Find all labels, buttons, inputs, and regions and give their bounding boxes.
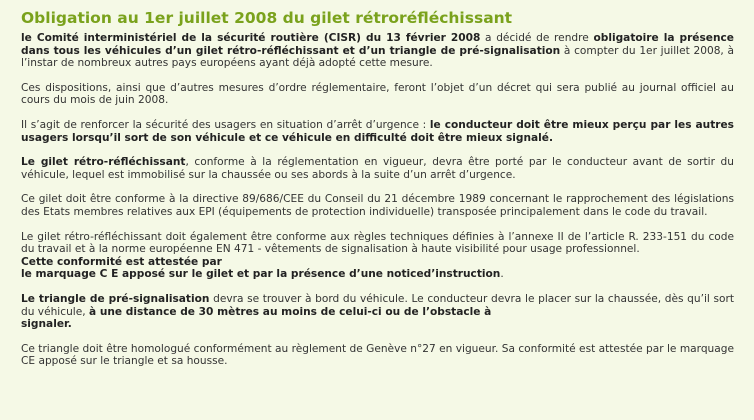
paragraph-line [21, 231, 734, 256]
bold-text: le marquage C E apposé sur le gilet et par la présence d’une noticed’instruction [21, 268, 501, 281]
article-paragraph [21, 343, 734, 368]
paragraph-line [21, 318, 734, 331]
body-text: . [500, 268, 504, 281]
paragraph-line [21, 193, 734, 218]
article-paragraph [21, 156, 734, 181]
bold-text: Cette conformité est attestée par [21, 255, 222, 268]
body-text: , conforme à la réglementation en vigueur, devra être porté par le conducteur avant de sortir du véhicule, lequel est immobilisé sur la chaussée ou ses abords à la suite d’un arrêt d’urgence. [21, 156, 734, 181]
body-text: devra se trouver à bord du véhicule. Le conducteur devra le placer sur la chaussée, dès qu’il sort du véhicule, [21, 292, 734, 318]
page-title: Obligation au 1er juillet 2008 du gilet rétroréfléchissant [21, 9, 513, 27]
body-text: Il s’agit de renforcer la sécurité des usagers en situation d’arrêt d’urgence : [21, 118, 430, 131]
body-text: Ce gilet doit être conforme à la directive 89/686/CEE du Conseil du 21 décembre 1989 concernant le rapprochement des législations des Etats membres relatives aux EPI (équipements de protection individuelle) transposée principalement dans le code du travail. [21, 193, 734, 218]
article-paragraph [21, 119, 734, 144]
paragraph-line [21, 343, 734, 368]
bold-text: signaler. [21, 318, 72, 331]
paragraph-line [21, 156, 734, 181]
article-paragraph [21, 231, 734, 281]
paragraph-line [21, 82, 734, 107]
bold-text: le Comité interministériel de la sécurité routière (CISR) du 13 février 2008 [21, 32, 481, 44]
body-text: à compter du 1er juillet 2008, à l’instar de nombreux autres pays européens ayant déjà adopté cette mesure. [21, 44, 734, 70]
bold-text: Le triangle de pré-signalisation [21, 292, 210, 305]
bold-text: à une distance de 30 mètres au moins de celui-ci ou de l’obstacle à [89, 305, 492, 318]
article-paragraph [21, 32, 734, 70]
article-body [21, 32, 734, 368]
body-text: Ces dispositions, ainsi que d’autres mesures d’ordre réglementaire, feront l’objet d’un décret qui sera publié au journal officiel au cours du mois de juin 2008. [21, 81, 734, 107]
body-text: Le gilet rétro-réfléchissant doit également être conforme aux règles techniques définies à l’annexe II de l’article R. 233-151 du code du travail et à la norme européenne EN 471 - vêtements de signalisation à haute visibilité pour usage professionnel. [21, 230, 734, 256]
paragraph-line [21, 32, 734, 70]
bold-text: le conducteur doit être mieux perçu par les autres usagers lorsqu’il sort de son véhicule et ce véhicule en difficulté doit être mieux signalé. [21, 118, 734, 144]
bold-text: obligatoire la présence dans tous les véhicules d’un gilet rétro-réfléchissant et d’un triangle de pré-signalisation [21, 32, 734, 57]
bold-text: Le gilet rétro-réfléchissant [21, 156, 186, 169]
paragraph-line [21, 256, 734, 269]
article-paragraph [21, 82, 734, 107]
body-text: a décidé de rendre [480, 32, 594, 44]
body-text: Ce triangle doit être homologué conformément au règlement de Genève n°27 en vigueur. Sa conformité est attestée par le marquage CE apposé sur le triangle et sa housse. [21, 342, 734, 368]
paragraph-line [21, 119, 734, 144]
paragraph-line [21, 268, 734, 281]
paragraph-line [21, 293, 734, 318]
article-paragraph [21, 193, 734, 218]
article-paragraph [21, 293, 734, 331]
